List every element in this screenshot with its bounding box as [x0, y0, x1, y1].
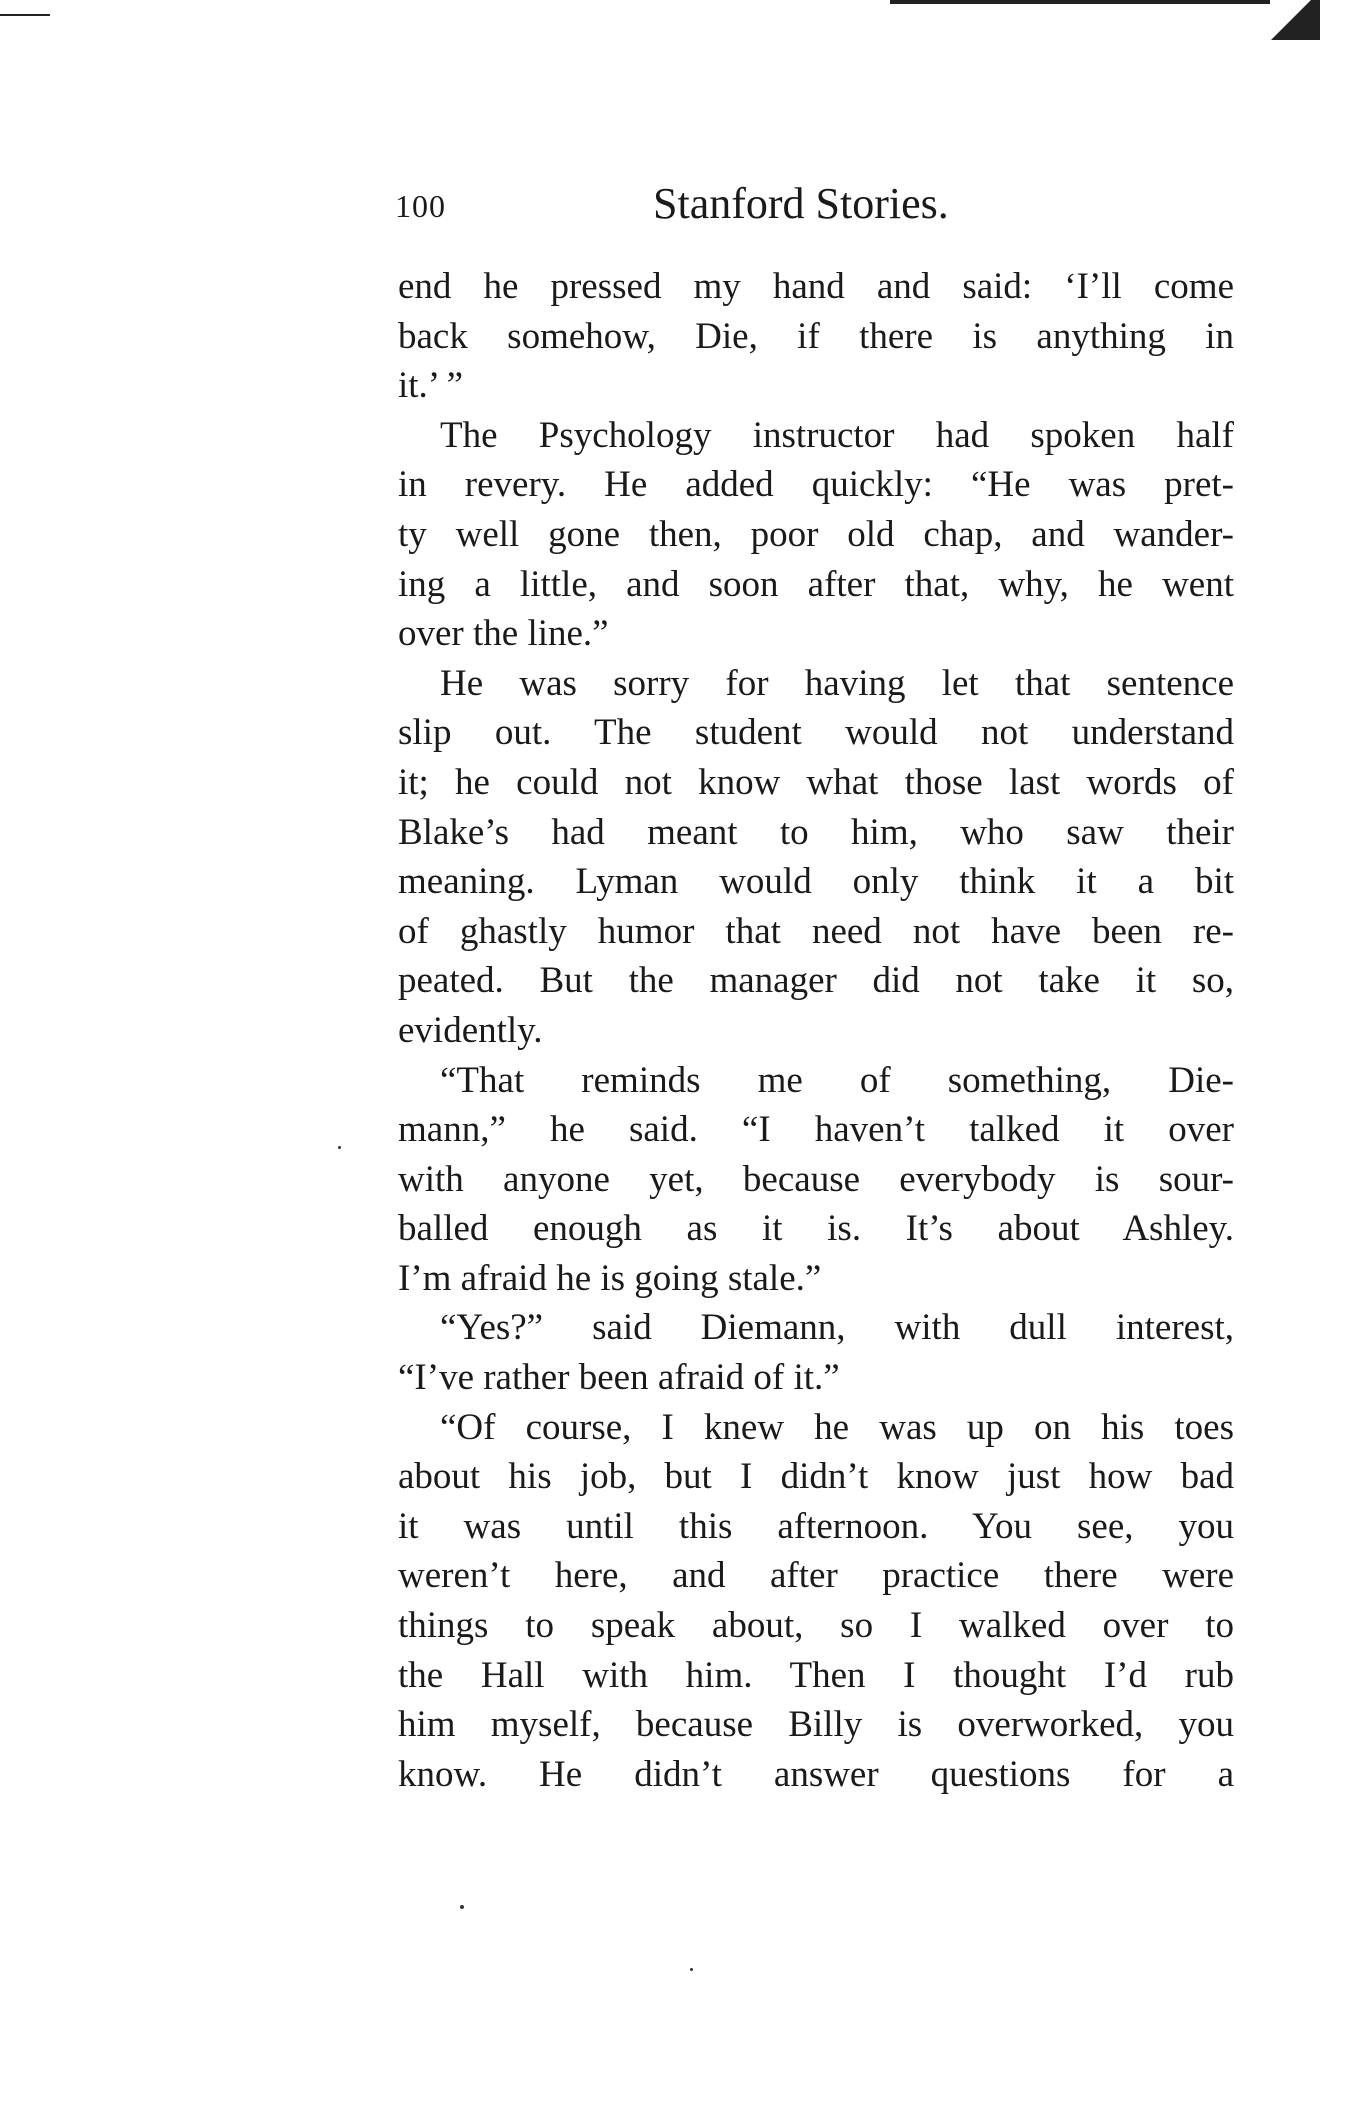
- text-line: about his job, but I didn’t know just how bad: [398, 1456, 1234, 1498]
- text-line: balled enough as it is. It’s about Ashley.: [398, 1208, 1234, 1250]
- text-line: “I’ve rather been afraid of it.”: [398, 1357, 840, 1399]
- book-title: Stanford Stories.: [653, 179, 949, 228]
- scan-corner-mark: [1270, 0, 1320, 40]
- text-line: the Hall with him. Then I thought I’d rub: [398, 1654, 1234, 1696]
- text-line: over the line.”: [398, 613, 609, 655]
- scan-edge-mark-left: [0, 14, 50, 16]
- text-line: peated. But the manager did not take it so,: [398, 960, 1234, 1002]
- scan-edge-mark-right: [890, 0, 1320, 4]
- text-line: weren’t here, and after practice there were: [398, 1555, 1234, 1597]
- text-line: “Yes?” said Diemann, with dull interest,: [440, 1307, 1234, 1349]
- page-number: 100: [395, 188, 446, 224]
- text-line: meaning. Lyman would only think it a bit: [398, 861, 1234, 903]
- text-line: “Of course, I knew he was up on his toes: [440, 1406, 1234, 1448]
- text-line: him myself, because Billy is overworked, you: [398, 1704, 1234, 1746]
- text-line: end he pressed my hand and said: ‘I’ll come: [398, 266, 1234, 307]
- text-line: in revery. He added quickly: “He was pret-: [398, 464, 1234, 506]
- running-head: [395, 178, 1235, 228]
- ink-speck: [460, 1905, 464, 1909]
- text-line: ty well gone then, poor old chap, and wander-: [398, 513, 1234, 555]
- text-line: I’m afraid he is going stale.”: [398, 1257, 822, 1299]
- text-line: slip out. The student would not understand: [398, 712, 1234, 754]
- text-line: it; he could not know what those last words of: [398, 761, 1234, 803]
- text-line: it.’ ”: [398, 365, 464, 407]
- text-line: with anyone yet, because everybody is sour-: [398, 1158, 1234, 1200]
- text-line: mann,” he said. “I haven’t talked it over: [398, 1109, 1234, 1151]
- text-line: know. He didn’t answer questions for a: [398, 1753, 1234, 1795]
- ink-speck: [690, 1968, 693, 1971]
- text-line: “That reminds me of something, Die-: [440, 1059, 1234, 1101]
- text-line: back somehow, Die, if there is anything in: [398, 315, 1234, 357]
- text-line: He was sorry for having let that sentence: [440, 662, 1234, 704]
- ink-speck: [338, 1146, 341, 1149]
- text-line: The Psychology instructor had spoken half: [440, 414, 1234, 456]
- text-line: of ghastly humor that need not have been re-: [398, 910, 1234, 952]
- body-text: [398, 262, 1234, 1799]
- text-line: ing a little, and soon after that, why, he went: [398, 563, 1234, 605]
- text-line: it was until this afternoon. You see, you: [398, 1505, 1234, 1547]
- text-line: evidently.: [398, 1009, 543, 1051]
- text-line: Blake’s had meant to him, who saw their: [398, 811, 1234, 853]
- text-line: things to speak about, so I walked over to: [398, 1605, 1234, 1647]
